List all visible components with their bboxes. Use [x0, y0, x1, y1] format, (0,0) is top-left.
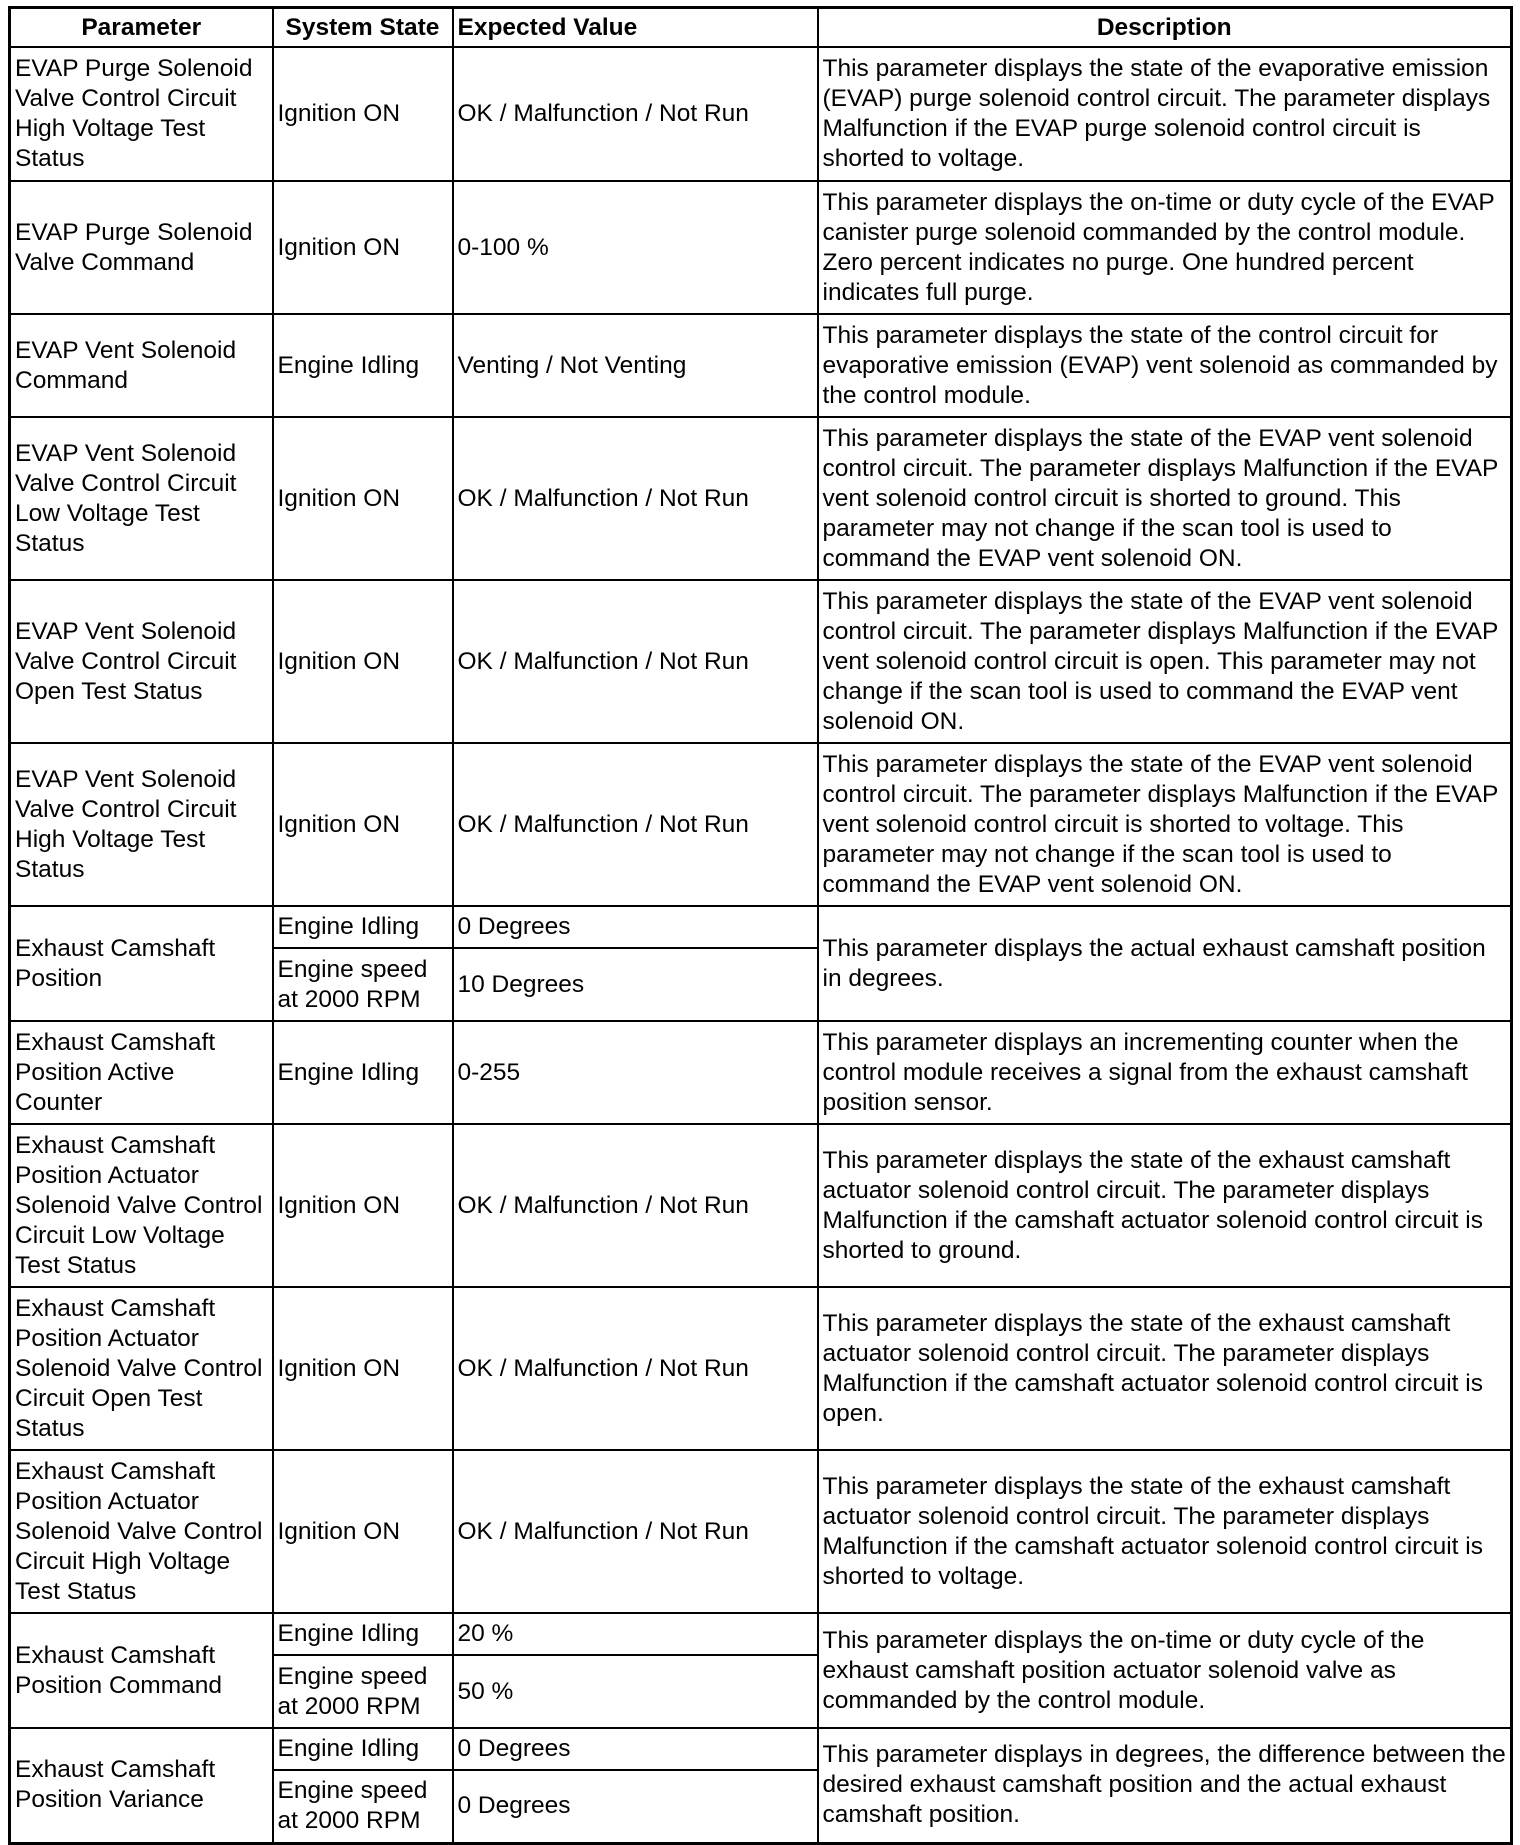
description-cell: This parameter displays the state of the evaporative emission (EVAP) purge solenoid control circuit. The parameter displays Malfunction if the EVAP purge solenoid control circuit is shorted to voltage. — [818, 47, 1512, 181]
description-cell: This parameter displays the state of the EVAP vent solenoid control circuit. The parameter displays Malfunction if the EVAP vent solenoid control circuit is shorted to voltage. This parameter may not change if the scan tool is used to command the EVAP vent solenoid ON. — [818, 743, 1512, 906]
parameter-cell: EVAP Vent Solenoid Command — [10, 314, 273, 417]
system-state-cell: Ignition ON — [273, 1287, 453, 1450]
parameter-cell: Exhaust Camshaft Position Active Counter — [10, 1021, 273, 1124]
system-state-cell: Engine speed at 2000 RPM — [273, 1655, 453, 1728]
expected-value-cell: 0 Degrees — [453, 906, 818, 948]
expected-value-cell: OK / Malfunction / Not Run — [453, 1124, 818, 1287]
description-cell: This parameter displays the actual exhaust camshaft position in degrees. — [818, 906, 1512, 1021]
system-state-cell: Ignition ON — [273, 1450, 453, 1613]
system-state-cell: Ignition ON — [273, 743, 453, 906]
parameter-cell: Exhaust Camshaft Position Actuator Solenoid Valve Control Circuit Low Voltage Test Status — [10, 1124, 273, 1287]
description-cell: This parameter displays the state of the control circuit for evaporative emission (EVAP) vent solenoid as commanded by the control module. — [818, 314, 1512, 417]
description-cell: This parameter displays the on-time or duty cycle of the exhaust camshaft position actuator solenoid valve as commanded by the control module. — [818, 1613, 1512, 1728]
system-state-cell: Ignition ON — [273, 580, 453, 743]
table-row — [10, 417, 1512, 580]
parameter-cell: Exhaust Camshaft Position Variance — [10, 1728, 273, 1843]
table-row — [10, 1728, 1512, 1770]
table-row — [10, 580, 1512, 743]
expected-value-cell: 0-100 % — [453, 181, 818, 314]
system-state-cell: Engine Idling — [273, 1728, 453, 1770]
system-state-cell: Engine speed at 2000 RPM — [273, 1770, 453, 1843]
parameter-cell: Exhaust Camshaft Position Actuator Solenoid Valve Control Circuit Open Test Status — [10, 1287, 273, 1450]
parameter-cell: EVAP Purge Solenoid Valve Control Circuit High Voltage Test Status — [10, 47, 273, 181]
parameter-cell: EVAP Vent Solenoid Valve Control Circuit High Voltage Test Status — [10, 743, 273, 906]
system-state-cell: Ignition ON — [273, 47, 453, 181]
expected-value-cell: OK / Malfunction / Not Run — [453, 1450, 818, 1613]
table-row — [10, 743, 1512, 906]
description-cell: This parameter displays an incrementing counter when the control module receives a signal from the exhaust camshaft position sensor. — [818, 1021, 1512, 1124]
table-row — [10, 314, 1512, 417]
expected-value-cell: Venting / Not Venting — [453, 314, 818, 417]
expected-value-cell: 10 Degrees — [453, 948, 818, 1021]
table-row — [10, 1287, 1512, 1450]
table-row — [10, 47, 1512, 181]
table-row — [10, 1450, 1512, 1613]
parameter-cell: Exhaust Camshaft Position — [10, 906, 273, 1021]
system-state-cell: Ignition ON — [273, 1124, 453, 1287]
parameter-cell: EVAP Vent Solenoid Valve Control Circuit Open Test Status — [10, 580, 273, 743]
table-row — [10, 906, 1512, 948]
description-cell: This parameter displays the state of the EVAP vent solenoid control circuit. The parameter displays Malfunction if the EVAP vent solenoid control circuit is shorted to ground. This parameter may not change if the scan tool is used to command the EVAP vent solenoid ON. — [818, 417, 1512, 580]
expected-value-cell: OK / Malfunction / Not Run — [453, 743, 818, 906]
parameter-cell: EVAP Vent Solenoid Valve Control Circuit Low Voltage Test Status — [10, 417, 273, 580]
parameter-cell: Exhaust Camshaft Position Command — [10, 1613, 273, 1728]
header-parameter: Parameter — [10, 8, 273, 48]
description-cell: This parameter displays the state of the exhaust camshaft actuator solenoid control circuit. The parameter displays Malfunction if the camshaft actuator solenoid control circuit is open. — [818, 1287, 1512, 1450]
parameter-cell: Exhaust Camshaft Position Actuator Solenoid Valve Control Circuit High Voltage Test Status — [10, 1450, 273, 1613]
page — [8, 6, 1510, 1845]
description-cell: This parameter displays in degrees, the difference between the desired exhaust camshaft position and the actual exhaust camshaft position. — [818, 1728, 1512, 1843]
expected-value-cell: OK / Malfunction / Not Run — [453, 47, 818, 181]
expected-value-cell: OK / Malfunction / Not Run — [453, 1287, 818, 1450]
system-state-cell: Engine Idling — [273, 1613, 453, 1655]
table-row — [10, 181, 1512, 314]
table-row — [10, 1613, 1512, 1655]
system-state-cell: Engine speed at 2000 RPM — [273, 948, 453, 1021]
expected-value-cell: 0 Degrees — [453, 1728, 818, 1770]
expected-value-cell: 0 Degrees — [453, 1770, 818, 1843]
description-cell: This parameter displays the state of the exhaust camshaft actuator solenoid control circuit. The parameter displays Malfunction if the camshaft actuator solenoid control circuit is shorted to ground. — [818, 1124, 1512, 1287]
scan-tool-data-table — [8, 6, 1513, 1845]
system-state-cell: Ignition ON — [273, 181, 453, 314]
description-cell: This parameter displays the on-time or duty cycle of the EVAP canister purge solenoid commanded by the control module. Zero percent indicates no purge. One hundred percent indicates full purge. — [818, 181, 1512, 314]
table-row — [10, 1021, 1512, 1124]
header-system-state: System State — [273, 8, 453, 48]
expected-value-cell: 0-255 — [453, 1021, 818, 1124]
parameter-cell: EVAP Purge Solenoid Valve Command — [10, 181, 273, 314]
description-cell: This parameter displays the state of the EVAP vent solenoid control circuit. The parameter displays Malfunction if the EVAP vent solenoid control circuit is open. This parameter may not change if the scan tool is used to command the EVAP vent solenoid ON. — [818, 580, 1512, 743]
expected-value-cell: 50 % — [453, 1655, 818, 1728]
description-cell: This parameter displays the state of the exhaust camshaft actuator solenoid control circuit. The parameter displays Malfunction if the camshaft actuator solenoid control circuit is shorted to voltage. — [818, 1450, 1512, 1613]
header-description: Description — [818, 8, 1512, 48]
system-state-cell: Engine Idling — [273, 314, 453, 417]
expected-value-cell: OK / Malfunction / Not Run — [453, 580, 818, 743]
expected-value-cell: OK / Malfunction / Not Run — [453, 417, 818, 580]
system-state-cell: Engine Idling — [273, 1021, 453, 1124]
system-state-cell: Engine Idling — [273, 906, 453, 948]
header-row — [10, 8, 1512, 48]
header-expected-value: Expected Value — [453, 8, 818, 48]
system-state-cell: Ignition ON — [273, 417, 453, 580]
expected-value-cell: 20 % — [453, 1613, 818, 1655]
table-row — [10, 1124, 1512, 1287]
